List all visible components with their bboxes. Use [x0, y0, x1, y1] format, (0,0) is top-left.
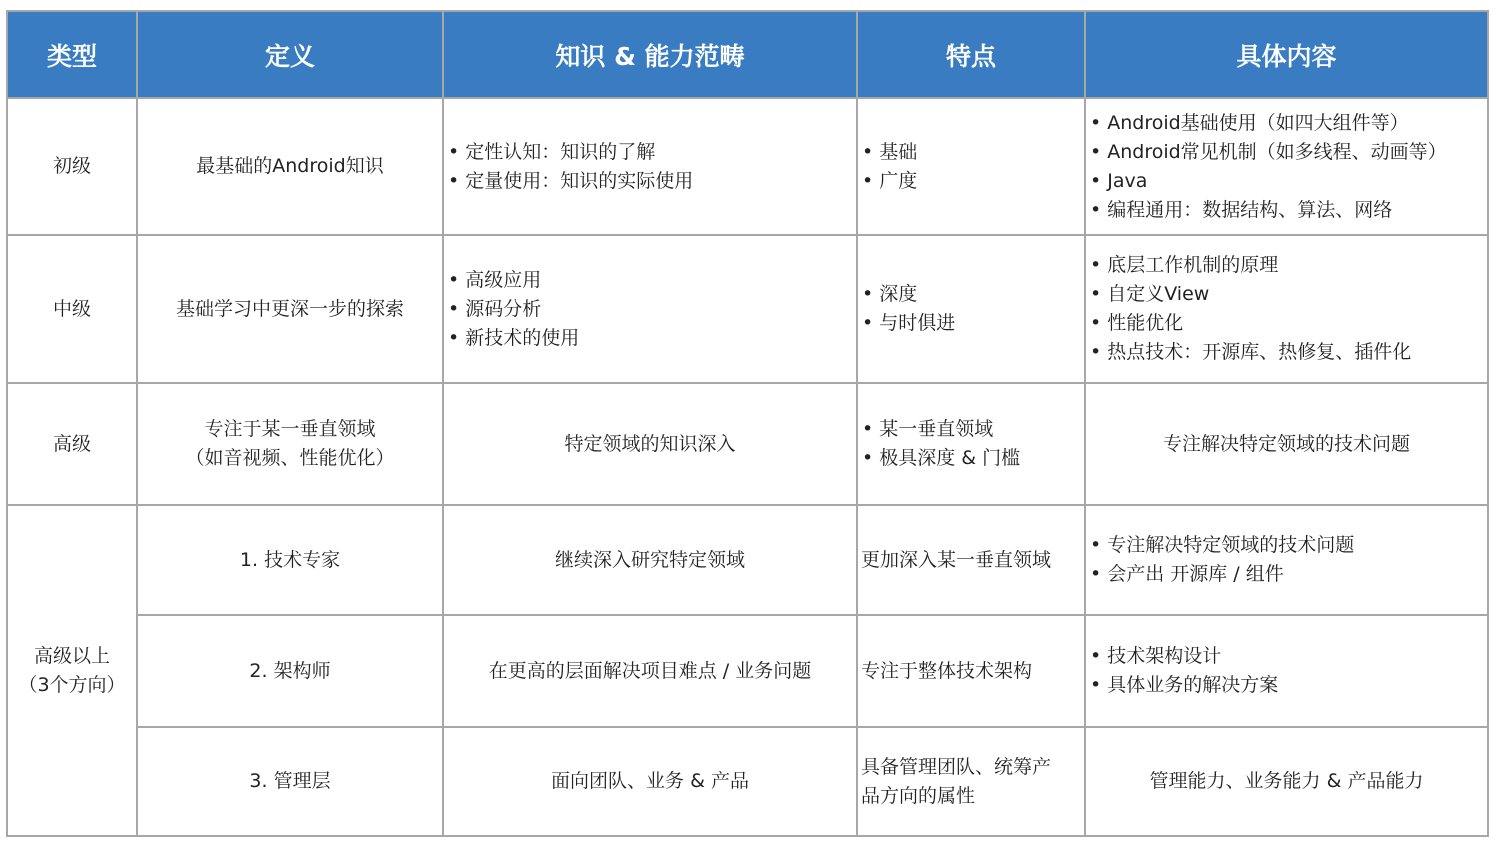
row-junior-definition-label: 最基础的Android知识 [196, 155, 384, 177]
grid-line-vertical [136, 11, 138, 837]
row-senior-features [857, 383, 1085, 505]
direction-manager-features [857, 727, 1085, 836]
features-line: 具备管理团队、统筹产 [861, 755, 1052, 778]
bullet-list [448, 138, 693, 196]
list-item: • 具体业务的解决方案 [1090, 671, 1278, 700]
header-type-label: 类型 [46, 41, 97, 71]
direction-expert-scope-label: 继续深入研究特定领域 [554, 548, 745, 571]
row-junior-scope [443, 98, 857, 235]
list-item: • 源码分析 [448, 295, 579, 324]
list-item: • 基础 [862, 138, 917, 167]
list-item: • Android常见机制（如多线程、动画等） [1090, 138, 1447, 167]
header-features-label: 特点 [945, 41, 996, 71]
bullet-list [862, 280, 955, 338]
direction-architect-content [1085, 615, 1488, 727]
row-intermediate-definition [137, 235, 443, 383]
definition-line: 专注于某一垂直领域 [204, 418, 376, 440]
row-intermediate-content [1085, 235, 1488, 383]
row-beyond-type [7, 505, 137, 836]
list-item: • 自定义View [1090, 280, 1411, 309]
direction-expert-scope [443, 505, 857, 615]
list-item: • 会产出 开源库 / 组件 [1090, 560, 1354, 589]
grid-line-horizontal [136, 726, 1489, 728]
header-scope-label: 知识 & 能力范畴 [555, 41, 745, 71]
list-item: • 热点技术：开源库、热修复、插件化 [1090, 338, 1411, 367]
grid-line-vertical [6, 11, 8, 837]
row-senior-scope [443, 383, 857, 505]
row-senior-type [7, 383, 137, 505]
direction-expert-features [857, 505, 1085, 615]
row-intermediate-definition-label: 基础学习中更深一步的探索 [175, 297, 404, 320]
list-item: • 极具深度 & 门槛 [862, 444, 1020, 473]
direction-architect-features-label: 专注于整体技术架构 [861, 659, 1033, 682]
list-item: • 与时俱进 [862, 309, 955, 338]
header-definition-label: 定义 [264, 41, 315, 71]
row-junior-type [7, 98, 137, 235]
row-senior-type-label: 高级 [52, 432, 91, 455]
row-junior-type-label: 初级 [52, 155, 91, 177]
direction-manager-definition [137, 727, 443, 836]
direction-expert-definition [137, 505, 443, 615]
list-item: • Java [1090, 167, 1447, 196]
type-line: 高级以上 [33, 644, 110, 667]
features-line: 品方向的属性 [861, 784, 976, 807]
header-content [1085, 11, 1488, 98]
row-senior-content [1085, 383, 1488, 505]
row-beyond-type-text [18, 642, 125, 700]
list-item: • 性能优化 [1090, 309, 1411, 338]
direction-expert-features-label: 更加深入某一垂直领域 [861, 548, 1052, 571]
direction-architect-scope [443, 615, 857, 727]
row-intermediate-features [857, 235, 1085, 383]
direction-manager-scope [443, 727, 857, 836]
header-definition [137, 11, 443, 98]
row-intermediate-type [7, 235, 137, 383]
direction-manager-content-label: 管理能力、业务能力 & 产品能力 [1149, 770, 1424, 792]
bullet-list [1090, 251, 1411, 367]
list-item: • 专注解决特定领域的技术问题 [1090, 531, 1354, 560]
direction-architect-definition-label: 2. 架构师 [249, 659, 331, 682]
bullet-list [862, 138, 917, 196]
row-intermediate-scope [443, 235, 857, 383]
list-item: • 技术架构设计 [1090, 642, 1278, 671]
direction-architect-definition [137, 615, 443, 727]
row-junior-features [857, 98, 1085, 235]
row-senior-content-label: 专注解决特定领域的技术问题 [1162, 432, 1410, 455]
grid-line-horizontal [6, 504, 1489, 506]
direction-manager-content [1085, 727, 1488, 836]
list-item: • 深度 [862, 280, 955, 309]
header-type [7, 11, 137, 98]
grid-line-horizontal [136, 614, 1489, 616]
bullet-list [1090, 531, 1354, 589]
direction-manager-features-text [861, 753, 1051, 811]
grid-line-horizontal [6, 382, 1489, 384]
header-scope [443, 11, 857, 98]
bullet-list [862, 415, 1020, 473]
grid-line-vertical [1487, 11, 1489, 837]
row-intermediate-type-label: 中级 [52, 297, 91, 320]
row-senior-scope-label: 特定领域的知识深入 [564, 432, 736, 455]
grid-line-vertical [856, 11, 858, 837]
list-item: • 广度 [862, 167, 917, 196]
list-item: • 定性认知：知识的了解 [448, 138, 693, 167]
direction-manager-definition-label: 3. 管理层 [249, 770, 331, 792]
direction-expert-definition-label: 1. 技术专家 [239, 548, 341, 571]
list-item: • 新技术的使用 [448, 324, 579, 353]
list-item: • 底层工作机制的原理 [1090, 251, 1411, 280]
row-junior-definition [137, 98, 443, 235]
grid-line-vertical [1084, 11, 1086, 837]
row-junior-content [1085, 98, 1488, 235]
row-senior-definition-text [185, 415, 394, 473]
direction-manager-scope-label: 面向团队、业务 & 产品 [551, 770, 749, 792]
bullet-list [1090, 642, 1278, 700]
grid-line-horizontal [6, 234, 1489, 236]
grid-line-horizontal [6, 10, 1489, 12]
grid-line-horizontal [6, 835, 1489, 837]
header-content-label: 具体内容 [1236, 41, 1337, 71]
grid-line-vertical [442, 11, 444, 837]
list-item: • 某一垂直领域 [862, 415, 1020, 444]
header-features [857, 11, 1085, 98]
grid-line-horizontal [6, 97, 1489, 99]
row-senior-definition [137, 383, 443, 505]
direction-architect-features [857, 615, 1085, 727]
direction-expert-content [1085, 505, 1488, 615]
type-line: （3个方向） [18, 673, 126, 696]
bullet-list [448, 266, 579, 353]
direction-architect-scope-label: 在更高的层面解决项目难点 / 业务问题 [488, 659, 812, 682]
bullet-list [1090, 109, 1447, 225]
list-item: • 定量使用：知识的实际使用 [448, 167, 693, 196]
definition-line: （如音视频、性能优化） [185, 447, 395, 469]
list-item: • 高级应用 [448, 266, 579, 295]
list-item: • 编程通用：数据结构、算法、网络 [1090, 196, 1447, 225]
list-item: • Android基础使用（如四大组件等） [1090, 109, 1447, 138]
